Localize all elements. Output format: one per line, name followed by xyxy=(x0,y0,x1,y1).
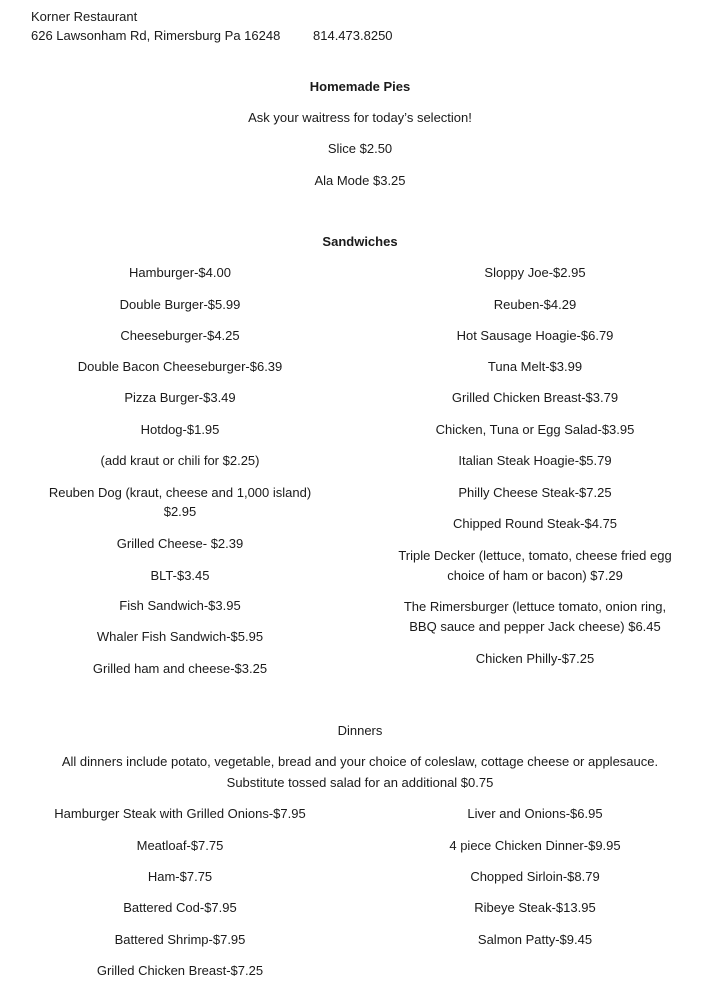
menu-item: Ribeye Steak-$13.95 xyxy=(474,900,596,915)
menu-item: Double Bacon Cheeseburger-$6.39 xyxy=(77,359,283,374)
menu-item: Fish Sandwich-$3.95 xyxy=(119,598,241,613)
pies-note: Ask your waitress for today’s selection! xyxy=(248,110,472,125)
menu-item: Hamburger Steak with Grilled Onions-$7.95 xyxy=(54,806,306,821)
menu-item: Chicken, Tuna or Egg Salad-$3.95 xyxy=(435,422,635,437)
menu-item: Philly Cheese Steak-$7.25 xyxy=(458,485,612,500)
menu-item: Pizza Burger-$3.49 xyxy=(124,390,236,405)
menu-item: Grilled ham and cheese-$3.25 xyxy=(92,661,268,676)
menu-item: Chopped Sirloin-$8.79 xyxy=(470,869,600,884)
menu-item: The Rimersburger (lettuce tomato, onion ring, xyxy=(403,599,667,614)
menu-item: Meatloaf-$7.75 xyxy=(136,838,224,853)
menu-item: Liver and Onions-$6.95 xyxy=(467,806,603,821)
restaurant-address: 626 Lawsonham Rd, Rimersburg Pa 16248 xyxy=(31,28,281,43)
sandwiches-title: Sandwiches xyxy=(322,234,398,249)
pies-slice-price: Slice $2.50 xyxy=(327,141,393,156)
menu-item: Reuben-$4.29 xyxy=(493,297,577,312)
menu-item: Double Burger-$5.99 xyxy=(119,297,241,312)
menu-item: Grilled Chicken Breast-$7.25 xyxy=(96,963,264,978)
menu-item: (add kraut or chili for $2.25) xyxy=(100,453,260,468)
menu-item: Reuben Dog (kraut, cheese and 1,000 island) xyxy=(48,485,312,500)
menu-item: Grilled Cheese- $2.39 xyxy=(116,536,244,551)
dinners-title: Dinners xyxy=(337,723,383,738)
menu-item: Italian Steak Hoagie-$5.79 xyxy=(458,453,612,468)
menu-item: Battered Shrimp-$7.95 xyxy=(114,932,246,947)
dinners-substitute-note: Substitute tossed salad for an additional $0.75 xyxy=(226,775,494,790)
menu-item: Ham-$7.75 xyxy=(147,869,213,884)
menu-item: Sloppy Joe-$2.95 xyxy=(484,265,586,280)
menu-item: Hotdog-$1.95 xyxy=(140,422,220,437)
menu-item: Triple Decker (lettuce, tomato, cheese fried egg xyxy=(398,548,672,563)
menu-item: BLT-$3.45 xyxy=(150,568,210,583)
pies-ala-mode-price: Ala Mode $3.25 xyxy=(314,173,406,188)
menu-item: Chicken Philly-$7.25 xyxy=(475,651,595,666)
menu-item: 4 piece Chicken Dinner-$9.95 xyxy=(449,838,621,853)
menu-item: Cheeseburger-$4.25 xyxy=(120,328,240,343)
dinners-note: All dinners include potato, vegetable, bread and your choice of coleslaw, cottage cheese or applesauce. xyxy=(61,754,659,769)
pies-title: Homemade Pies xyxy=(309,79,411,94)
menu-item: Grilled Chicken Breast-$3.79 xyxy=(451,390,619,405)
menu-item-price: $2.95 xyxy=(163,504,197,519)
menu-item: Salmon Patty-$9.45 xyxy=(477,932,593,947)
menu-item-detail: choice of ham or bacon) $7.29 xyxy=(447,568,623,583)
restaurant-phone: 814.473.8250 xyxy=(313,28,393,43)
menu-item: Battered Cod-$7.95 xyxy=(123,900,237,915)
menu-item: Hamburger-$4.00 xyxy=(129,265,231,280)
menu-item: Hot Sausage Hoagie-$6.79 xyxy=(456,328,614,343)
menu-item: Whaler Fish Sandwich-$5.95 xyxy=(96,629,264,644)
menu-item: Chipped Round Steak-$4.75 xyxy=(452,516,618,531)
menu-item: Tuna Melt-$3.99 xyxy=(487,359,583,374)
restaurant-name: Korner Restaurant xyxy=(31,9,138,24)
menu-item-detail: BBQ sauce and pepper Jack cheese) $6.45 xyxy=(409,619,661,634)
